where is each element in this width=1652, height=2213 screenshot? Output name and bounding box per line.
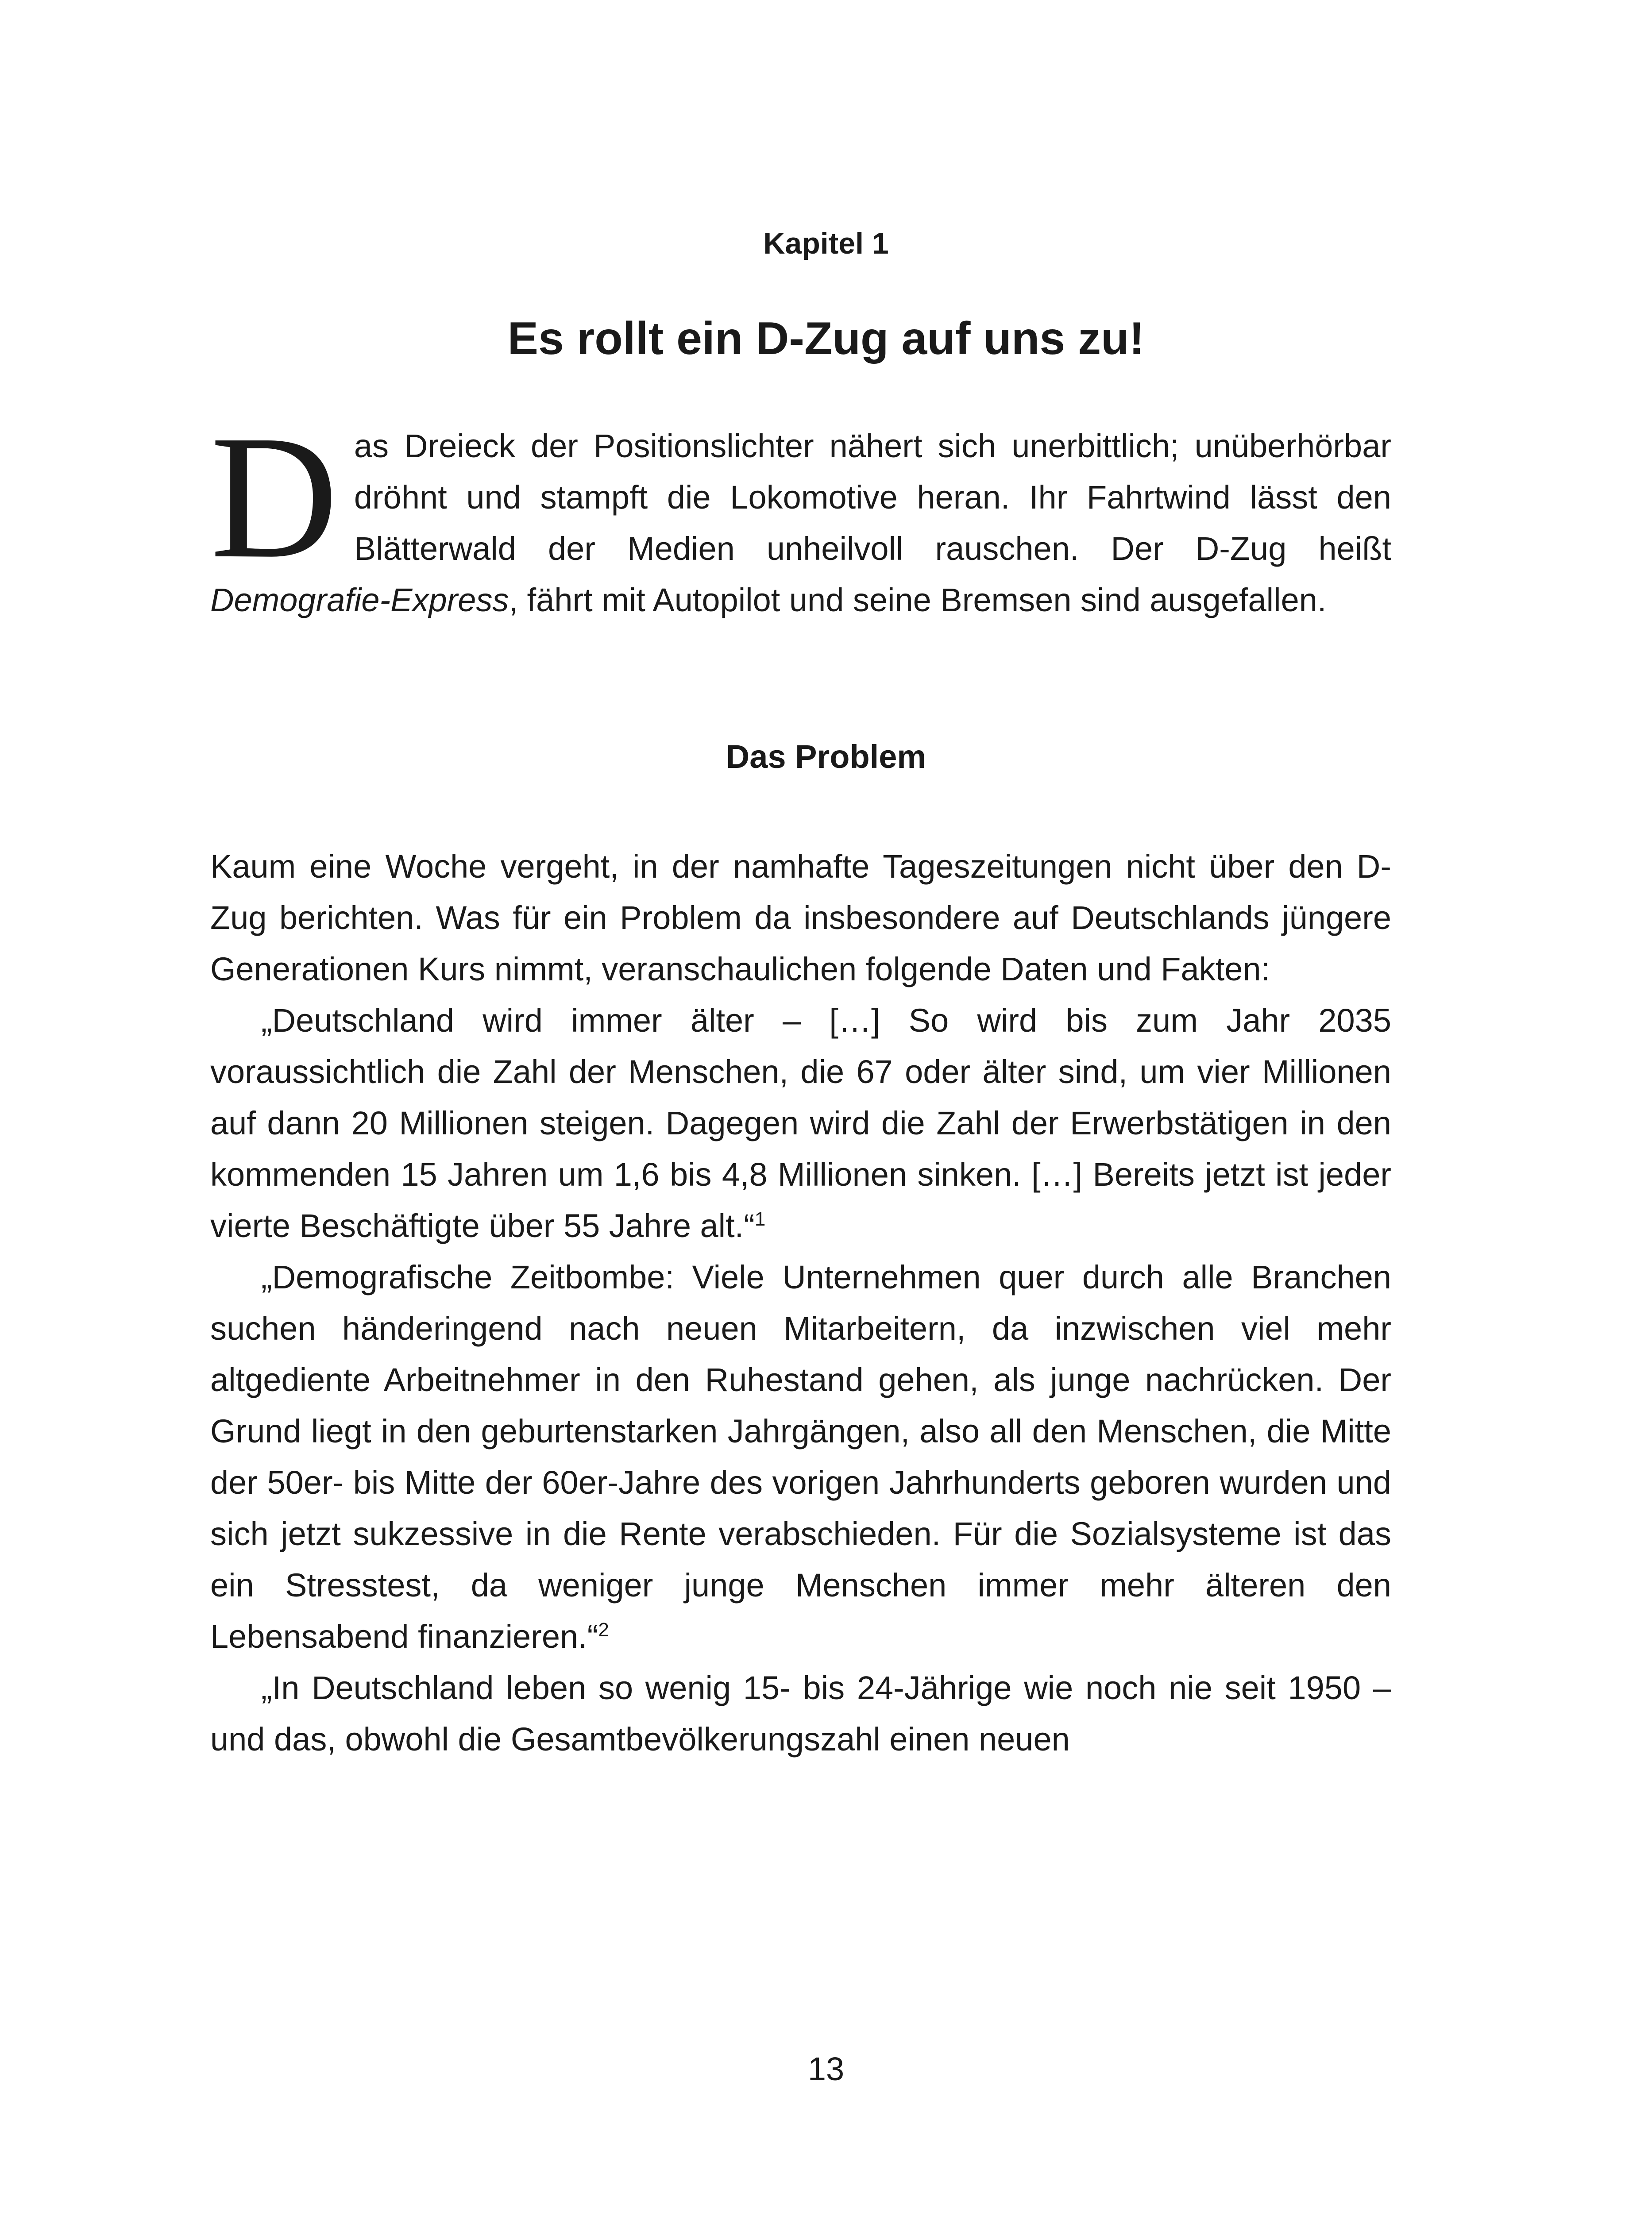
chapter-title: Es rollt ein D-Zug auf uns zu! — [507, 313, 1145, 364]
drop-cap: D — [210, 399, 338, 595]
page-number: 13 — [807, 2051, 845, 2087]
paragraph-1: Kaum eine Woche vergeht, in der namhafte Tageszeitungen nicht über den D-Zug berichten. Was für ein Problem da insbesondere auf Deutschlands jüngere Generationen Kurs nimmt, veranschaulichen folgende Daten und Fakten: — [210, 848, 1391, 987]
section-heading: Das Problem — [726, 738, 926, 775]
intro-text-end: , fährt mit Autopilot und seine Bremsen sind ausgefallen. — [509, 582, 1327, 618]
quote-paragraph-1 — [210, 995, 1391, 1252]
footnote-marker-1: 1 — [754, 1208, 766, 1230]
quote-paragraph-2 — [210, 1252, 1391, 1662]
intro-paragraph — [210, 399, 1391, 626]
quote-1-text: „Deutschland wird immer älter – […] So wird bis zum Jahr 2035 voraussichtlich die Zahl der Menschen, die 67 oder älter sind, um vier Millionen auf dann 20 Millionen steigen. Dagegen wird die Zahl der Erwerbstätigen in den kommenden 15 Jahren um 1,6 bis 4,8 Millionen sinken. […] Bereits jetzt ist jeder vierte Beschäftigte über 55 Jahre alt.“ — [210, 1002, 1391, 1244]
body-text — [210, 841, 1391, 1765]
intro-text-start: as Dreieck der Positionslichter nähert sich unerbittlich; unüberhörbar dröhnt und stampft die Lokomotive heran. Ihr Fahrtwind lässt den Blätterwald der Medien unheilvoll rauschen. Der D-Zug heißt — [354, 428, 1391, 567]
quote-2-text: „Demografische Zeitbombe: Viele Unternehmen quer durch alle Branchen suchen händeringend nach neuen Mitarbeitern, da inzwischen viel mehr altgediente Arbeitnehmer in den Ruhestand gehen, als junge nachrücken. Der Grund liegt in den geburtenstarken Jahrgängen, also all den Menschen, die Mitte der 50er- bis Mitte der 60er-Jahre des vorigen Jahrhunderts geboren wurden und sich jetzt sukzessive in die Rente verabschieden. Für die Sozialsysteme ist das ein Stresstest, da weniger junge Menschen immer mehr älteren den Lebensabend finanzieren.“ — [210, 1259, 1391, 1655]
quote-paragraph-3: „In Deutschland leben so wenig 15- bis 24-Jährige wie noch nie seit 1950 – und das, obwohl die Gesamtbevölkerungszahl einen neuen — [210, 1669, 1391, 1758]
footnote-marker-2: 2 — [598, 1619, 609, 1641]
intro-italic-term: Demografie-Express — [210, 582, 509, 618]
chapter-label: Kapitel 1 — [763, 227, 889, 260]
